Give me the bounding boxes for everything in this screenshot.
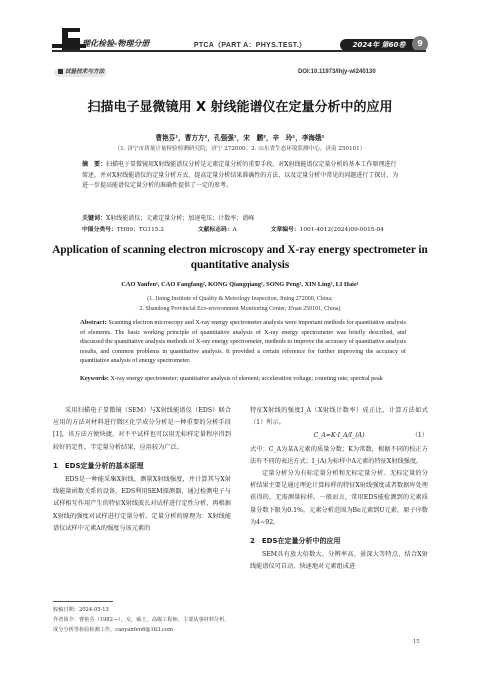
article-number-label: 文章编号： <box>270 227 300 233</box>
abstract-en-label: Abstract: <box>80 319 107 326</box>
body-paragraph: 采用扫描电子显微镜（SEM）与X射线能谱仪（EDS）联合应用的方法对材料进行微区化学成分分析是一种重要的分析手段[1]，该方法方便快捷，对不平试样也可以用无标样定量程序得到较好的定性、半定量分析结果，应用较为广泛。 <box>53 407 231 451</box>
equation-body: C_A=K·I_A/I_(A) <box>313 432 365 440</box>
body-column-right <box>250 405 428 574</box>
keywords-cn <box>82 213 402 222</box>
doi[interactable]: DOI:10.11973/lhjy-wl240130 <box>298 69 376 75</box>
affiliation-en-2: 2. Shandong Provincial Eco-environment Monitoring Center, Ji'nan 250101, China) <box>139 306 341 312</box>
body-paragraph: SEM具有放大倍数大、分辨率高、景深大等特点，结合X射线能谱仪可自动、快速地对元素组成进 <box>250 551 428 571</box>
abstract-cn-label: 摘 要： <box>82 161 107 168</box>
classification-cn <box>82 224 412 233</box>
header-rule <box>52 50 426 52</box>
affiliation-cn: （1. 济宁市质量计量检验检测研究院，济宁 272000；2. 山东省生态环境监测中心，济南 250101） <box>114 146 366 152</box>
clc-number <box>82 227 180 233</box>
body-paragraph: 式中：C_A为某A元素的质量分数；K为常数，根据不同的校正方法有不同的表达方式；I_(A)为标样中A元素的特征X射线强度。 <box>250 445 428 465</box>
section-badge-label: 试验技术与方法 <box>65 69 105 75</box>
title-en: Application of scanning electron microscopy and X-ray energy spectrometer in quantitative analysis <box>52 244 428 271</box>
clc-label: 中图分类号： <box>82 227 117 233</box>
abstract-en <box>80 318 406 366</box>
section-badge <box>54 68 107 77</box>
section-square-icon <box>58 69 63 74</box>
article-number <box>271 227 400 233</box>
journal-name: 理化检验-物理分册 <box>82 39 150 48</box>
received-date: 收稿日期：2024-05-13 <box>53 607 109 613</box>
body-paragraph: 特征X射线的强度I_A（X射线计数率）成正比，计算方法如式（1）所示。 <box>250 407 428 427</box>
footnote <box>53 605 231 635</box>
authors-cn: 曹艳芬¹，曹方方²，孔强强¹，宋 鹏²，辛 玲¹，李海娥¹ <box>155 134 325 142</box>
section-heading-2: 2 EDS在定量分析中的应用 <box>250 537 341 546</box>
journal-header-center: PTCA（PART A：PHYS.TEST.） <box>193 42 307 49</box>
doc-code-label: 文献标志码： <box>197 227 233 233</box>
body-paragraph: 定量分析分为有标定量分析和无标定量分析。无标定量的分析结果主要是通过理论计算标样的特征X射线强度或者数据库处理获得的，无需测量标样。一般而言，常用EDS能检测到的元素质量分数下限为0.1%。元素分析范围为Be元素到U元素，原子序数为4~92。 <box>250 470 428 526</box>
journal-logo-cutout <box>68 32 80 38</box>
clc-value: TH89；TG115.2 <box>116 227 164 233</box>
affiliation-en-1: (1. Jining Institute of Quality & Metrology Inspection, Jining 272000, China; <box>147 296 333 302</box>
author-bio: 作者简介：曹艳芬（1982—），女，硕士，高级工程师，主要从事材料分析、成分分析等检验检测工作，caoyanfen6@163.com <box>53 617 230 633</box>
title-cn: 扫描电子显微镜用 X 射线能谱仪在定量分析中的应用 <box>87 100 393 115</box>
abstract-cn-text: 扫描电子显微镜用X射线能谱仪分析是元素定量分析的重要手段。对X射线能谱仪定量分析的基本工作原理进行简述，并对X射线能谱仪的定量分析方式、提高定量分析结果准确性的方法，以及定量分析中常见的问题进行了探讨，为进一步提高能谱仪定量分析的准确性提供了一定的参考。 <box>82 161 399 190</box>
abstract-en-text: Scanning electron microscopy and X-ray energy spectrometer analysis were important methods for quantitative analysis of elements. The basic working principle of quantitative analysis of X-ray energy spectrometer was briefly described, and discussed the quantitative analysis methods of X-ray energy spectrometer, methods to improve the accuracy of quantitative analysis results, and common problems in quantitative analysis. It provided a certain reference for further improving the accuracy of quantitative analysis of energy spectrometer. <box>80 319 406 365</box>
affiliation-en <box>40 294 440 314</box>
keywords-en-label: Keywords: <box>80 375 109 382</box>
body-paragraph: EDS是一种能采集X射线、测量X射线强度，并计算其与X射线能量函数关系的设备。EDS利用SEM探测器，通过检测电子与试样相互作用产生的特征X射线波长对试样进行定性分析，再根据X射线的强度对试样进行定量分析。定量分析的原理为：X射线能谱仪试样中元素A的强度与该元素的 <box>53 476 231 532</box>
section-heading-1: 1 EDS定量分析的基本原理 <box>53 461 144 470</box>
keywords-cn-label: 关键词： <box>82 215 107 222</box>
doc-code <box>198 227 253 233</box>
article-number-value: 1001-4012(2024)09-0015-04 <box>299 227 384 233</box>
keywords-en <box>80 374 406 384</box>
keywords-cn-text: X射线能谱仪；元素定量分析；加速电压；计数率；谱峰 <box>106 215 255 222</box>
authors-en: CAO Yanfen¹, CAO Fangfang², KONG Qiangqiang¹, SONG Peng², XIN Ling¹, LI Haie¹ <box>121 281 359 288</box>
issue-badge: 2024年 第60卷 <box>340 39 418 51</box>
page-number: 15 <box>413 638 420 645</box>
equation-number: （1） <box>411 432 428 440</box>
keywords-en-text: X-ray energy spectrometer; quantitative analysis of element; acceleration voltage; counting rate; spectral peak <box>110 375 383 382</box>
doc-code-value: A <box>232 227 237 233</box>
issue-number-dot: 9 <box>412 36 428 52</box>
equation-1 <box>250 430 428 442</box>
footnote-rule <box>53 601 113 602</box>
abstract-cn <box>82 160 402 192</box>
body-column-left <box>53 405 231 535</box>
